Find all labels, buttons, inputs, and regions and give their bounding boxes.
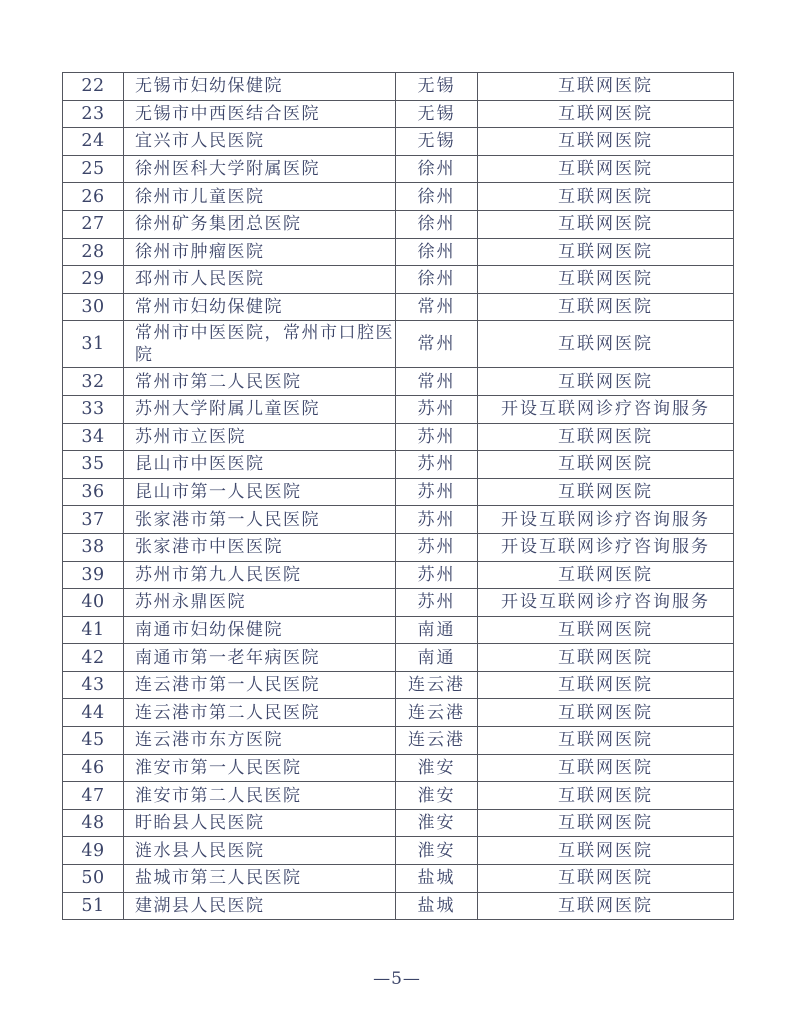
city-cell: 连云港 xyxy=(396,671,478,699)
table-row xyxy=(63,533,734,561)
table-row xyxy=(63,100,734,128)
table-row xyxy=(63,754,734,782)
service-type-cell: 互联网医院 xyxy=(478,368,734,396)
table-row xyxy=(63,183,734,211)
hospital-name-cell: 盐城市第三人民医院 xyxy=(124,865,396,893)
service-type-cell: 互联网医院 xyxy=(478,128,734,156)
row-number-cell: 25 xyxy=(63,155,124,183)
row-number-cell: 46 xyxy=(63,754,124,782)
hospital-name-cell: 盱眙县人民医院 xyxy=(124,809,396,837)
hospital-name-cell: 建湖县人民医院 xyxy=(124,892,396,920)
row-number-cell: 38 xyxy=(63,533,124,561)
table-row xyxy=(63,506,734,534)
hospital-name-cell: 常州市第二人民医院 xyxy=(124,368,396,396)
row-number-cell: 27 xyxy=(63,210,124,238)
city-cell: 南通 xyxy=(396,644,478,672)
hospital-name-cell: 苏州永鼎医院 xyxy=(124,589,396,617)
hospital-name-cell: 徐州矿务集团总医院 xyxy=(124,210,396,238)
service-type-cell: 互联网医院 xyxy=(478,782,734,810)
row-number-cell: 51 xyxy=(63,892,124,920)
hospital-name-cell: 常州市中医医院，常州市口腔医院 xyxy=(124,321,396,368)
service-type-cell: 互联网医院 xyxy=(478,293,734,321)
table-row xyxy=(63,644,734,672)
city-cell: 徐州 xyxy=(396,210,478,238)
city-cell: 苏州 xyxy=(396,478,478,506)
city-cell: 苏州 xyxy=(396,561,478,589)
table-row xyxy=(63,423,734,451)
city-cell: 无锡 xyxy=(396,73,478,101)
row-number-cell: 28 xyxy=(63,238,124,266)
row-number-cell: 43 xyxy=(63,671,124,699)
hospital-table-body xyxy=(63,73,734,920)
table-row xyxy=(63,727,734,755)
city-cell: 徐州 xyxy=(396,266,478,294)
service-type-cell: 开设互联网诊疗咨询服务 xyxy=(478,506,734,534)
city-cell: 苏州 xyxy=(396,423,478,451)
service-type-cell: 互联网医院 xyxy=(478,100,734,128)
hospital-name-cell: 张家港市中医医院 xyxy=(124,533,396,561)
row-number-cell: 36 xyxy=(63,478,124,506)
table-row xyxy=(63,837,734,865)
hospital-name-cell: 连云港市第一人民医院 xyxy=(124,671,396,699)
service-type-cell: 互联网医院 xyxy=(478,266,734,294)
table-row xyxy=(63,155,734,183)
city-cell: 盐城 xyxy=(396,892,478,920)
table-row xyxy=(63,128,734,156)
service-type-cell: 互联网医院 xyxy=(478,837,734,865)
row-number-cell: 41 xyxy=(63,616,124,644)
table-row xyxy=(63,809,734,837)
row-number-cell: 48 xyxy=(63,809,124,837)
service-type-cell: 互联网医院 xyxy=(478,892,734,920)
city-cell: 常州 xyxy=(396,368,478,396)
service-type-cell: 互联网医院 xyxy=(478,210,734,238)
row-number-cell: 31 xyxy=(63,321,124,368)
service-type-cell: 互联网医院 xyxy=(478,183,734,211)
row-number-cell: 34 xyxy=(63,423,124,451)
hospital-name-cell: 淮安市第二人民医院 xyxy=(124,782,396,810)
hospital-name-cell: 南通市妇幼保健院 xyxy=(124,616,396,644)
hospital-name-cell: 徐州医科大学附属医院 xyxy=(124,155,396,183)
hospital-name-cell: 徐州市肿瘤医院 xyxy=(124,238,396,266)
table-row xyxy=(63,266,734,294)
row-number-cell: 49 xyxy=(63,837,124,865)
page-number: —5— xyxy=(373,969,421,989)
row-number-cell: 24 xyxy=(63,128,124,156)
city-cell: 淮安 xyxy=(396,809,478,837)
hospital-name-cell: 淮安市第一人民医院 xyxy=(124,754,396,782)
service-type-cell: 开设互联网诊疗咨询服务 xyxy=(478,395,734,423)
service-type-cell: 开设互联网诊疗咨询服务 xyxy=(478,533,734,561)
hospital-name-cell: 徐州市儿童医院 xyxy=(124,183,396,211)
table-row xyxy=(63,368,734,396)
city-cell: 苏州 xyxy=(396,589,478,617)
table-row xyxy=(63,561,734,589)
city-cell: 连云港 xyxy=(396,727,478,755)
row-number-cell: 42 xyxy=(63,644,124,672)
city-cell: 徐州 xyxy=(396,183,478,211)
row-number-cell: 30 xyxy=(63,293,124,321)
service-type-cell: 互联网医院 xyxy=(478,754,734,782)
table-row xyxy=(63,699,734,727)
row-number-cell: 50 xyxy=(63,865,124,893)
city-cell: 无锡 xyxy=(396,128,478,156)
hospital-name-cell: 昆山市中医医院 xyxy=(124,451,396,479)
hospital-name-cell: 昆山市第一人民医院 xyxy=(124,478,396,506)
table-row xyxy=(63,589,734,617)
row-number-cell: 26 xyxy=(63,183,124,211)
city-cell: 苏州 xyxy=(396,395,478,423)
service-type-cell: 互联网医院 xyxy=(478,73,734,101)
row-number-cell: 39 xyxy=(63,561,124,589)
city-cell: 无锡 xyxy=(396,100,478,128)
service-type-cell: 互联网医院 xyxy=(478,699,734,727)
hospital-name-cell: 苏州大学附属儿童医院 xyxy=(124,395,396,423)
service-type-cell: 互联网医院 xyxy=(478,321,734,368)
table-row xyxy=(63,451,734,479)
hospital-name-cell: 南通市第一老年病医院 xyxy=(124,644,396,672)
city-cell: 苏州 xyxy=(396,533,478,561)
service-type-cell: 互联网医院 xyxy=(478,451,734,479)
city-cell: 苏州 xyxy=(396,451,478,479)
row-number-cell: 45 xyxy=(63,727,124,755)
city-cell: 苏州 xyxy=(396,506,478,534)
hospital-name-cell: 连云港市第二人民医院 xyxy=(124,699,396,727)
hospital-name-cell: 常州市妇幼保健院 xyxy=(124,293,396,321)
row-number-cell: 35 xyxy=(63,451,124,479)
row-number-cell: 29 xyxy=(63,266,124,294)
row-number-cell: 22 xyxy=(63,73,124,101)
row-number-cell: 44 xyxy=(63,699,124,727)
city-cell: 徐州 xyxy=(396,238,478,266)
city-cell: 盐城 xyxy=(396,865,478,893)
city-cell: 南通 xyxy=(396,616,478,644)
service-type-cell: 互联网医院 xyxy=(478,561,734,589)
city-cell: 连云港 xyxy=(396,699,478,727)
hospital-name-cell: 涟水县人民医院 xyxy=(124,837,396,865)
hospital-name-cell: 无锡市妇幼保健院 xyxy=(124,73,396,101)
service-type-cell: 互联网医院 xyxy=(478,644,734,672)
service-type-cell: 互联网医院 xyxy=(478,865,734,893)
city-cell: 常州 xyxy=(396,321,478,368)
hospital-name-cell: 张家港市第一人民医院 xyxy=(124,506,396,534)
hospital-name-cell: 无锡市中西医结合医院 xyxy=(124,100,396,128)
table-row xyxy=(63,293,734,321)
hospital-name-cell: 连云港市东方医院 xyxy=(124,727,396,755)
city-cell: 徐州 xyxy=(396,155,478,183)
table-row xyxy=(63,478,734,506)
service-type-cell: 互联网医院 xyxy=(478,238,734,266)
table-row xyxy=(63,73,734,101)
service-type-cell: 互联网医院 xyxy=(478,727,734,755)
city-cell: 淮安 xyxy=(396,754,478,782)
row-number-cell: 40 xyxy=(63,589,124,617)
table-row xyxy=(63,395,734,423)
table-row xyxy=(63,616,734,644)
row-number-cell: 23 xyxy=(63,100,124,128)
service-type-cell: 开设互联网诊疗咨询服务 xyxy=(478,589,734,617)
hospital-table xyxy=(62,72,734,920)
city-cell: 常州 xyxy=(396,293,478,321)
row-number-cell: 47 xyxy=(63,782,124,810)
service-type-cell: 互联网医院 xyxy=(478,809,734,837)
table-row xyxy=(63,865,734,893)
hospital-name-cell: 宜兴市人民医院 xyxy=(124,128,396,156)
service-type-cell: 互联网医院 xyxy=(478,478,734,506)
service-type-cell: 互联网医院 xyxy=(478,155,734,183)
city-cell: 淮安 xyxy=(396,837,478,865)
table-row xyxy=(63,892,734,920)
row-number-cell: 32 xyxy=(63,368,124,396)
table-row xyxy=(63,671,734,699)
row-number-cell: 33 xyxy=(63,395,124,423)
row-number-cell: 37 xyxy=(63,506,124,534)
table-row xyxy=(63,238,734,266)
hospital-name-cell: 苏州市立医院 xyxy=(124,423,396,451)
hospital-name-cell: 邳州市人民医院 xyxy=(124,266,396,294)
hospital-name-cell: 苏州市第九人民医院 xyxy=(124,561,396,589)
service-type-cell: 互联网医院 xyxy=(478,671,734,699)
service-type-cell: 互联网医院 xyxy=(478,616,734,644)
table-row xyxy=(63,321,734,368)
table-row xyxy=(63,210,734,238)
city-cell: 淮安 xyxy=(396,782,478,810)
table-row xyxy=(63,782,734,810)
service-type-cell: 互联网医院 xyxy=(478,423,734,451)
